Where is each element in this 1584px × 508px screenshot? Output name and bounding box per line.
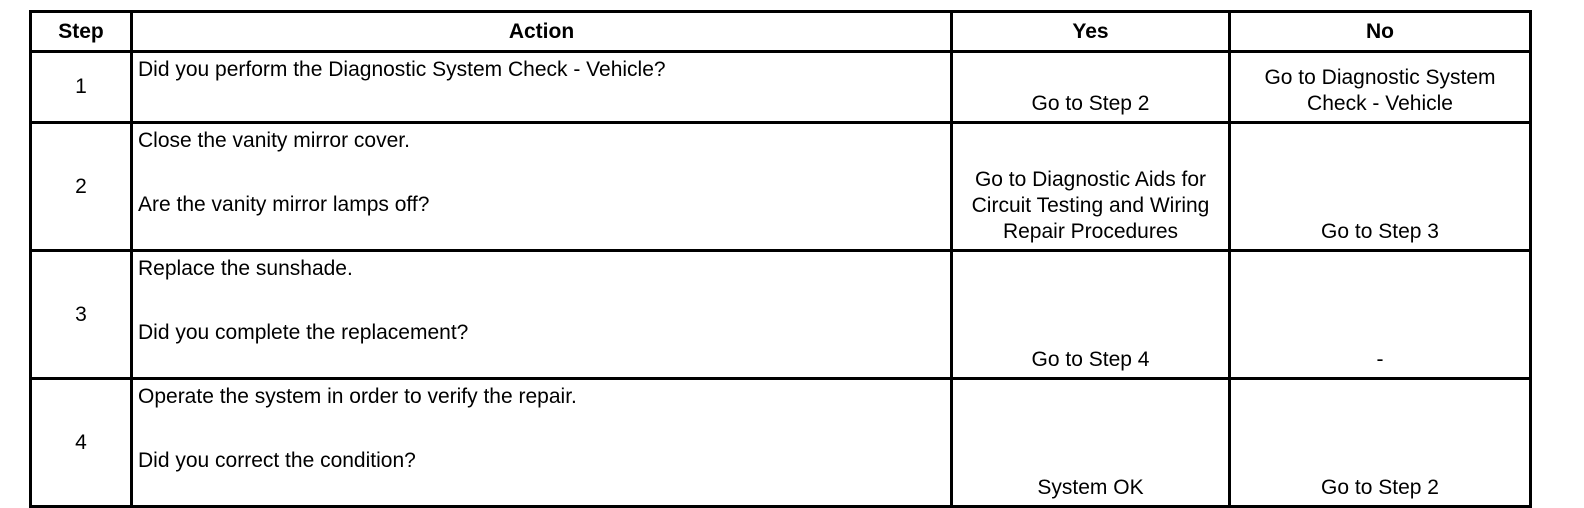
yes-result [952, 251, 1230, 379]
yes-result [952, 379, 1230, 507]
diagnostic-table [29, 10, 1532, 508]
table-row [31, 52, 1531, 123]
action-question: Did you correct the condition? [138, 449, 416, 472]
no-text: - [1376, 348, 1384, 371]
table-header-row [31, 12, 1531, 52]
step-number: 1 [31, 52, 132, 123]
no-result [1230, 251, 1531, 379]
step-number: 2 [31, 123, 132, 251]
diagnostic-table-container [29, 10, 1532, 508]
action-instruction: Close the vanity mirror cover. [138, 129, 410, 152]
yes-result [952, 123, 1230, 251]
table-row [31, 123, 1531, 251]
header-yes: Yes [952, 12, 1230, 52]
action-instruction: Operate the system in order to verify the repair. [138, 385, 577, 408]
action-question: Did you complete the replacement? [138, 321, 469, 344]
no-result [1230, 52, 1531, 123]
header-action: Action [132, 12, 952, 52]
action-cell [132, 251, 952, 379]
header-no: No [1230, 12, 1531, 52]
step-number: 3 [31, 251, 132, 379]
table-row [31, 251, 1531, 379]
no-result [1230, 123, 1531, 251]
action-text: Did you perform the Diagnostic System Check - Vehicle? [138, 58, 666, 81]
yes-text: Go to Step 4 [1031, 348, 1150, 371]
no-text: Go to Diagnostic System Check - Vehicle [1264, 66, 1496, 115]
yes-result [952, 52, 1230, 123]
yes-text: Go to Diagnostic Aids for Circuit Testing and Wiring Repair Procedures [971, 168, 1210, 243]
action-cell [132, 123, 952, 251]
action-cell [132, 52, 952, 123]
yes-text: System OK [1037, 476, 1144, 499]
step-number: 4 [31, 379, 132, 507]
no-text: Go to Step 2 [1321, 476, 1439, 499]
yes-text: Go to Step 2 [1031, 92, 1150, 115]
no-text: Go to Step 3 [1321, 220, 1439, 243]
header-step: Step [31, 12, 132, 52]
table-row [31, 379, 1531, 507]
no-result [1230, 379, 1531, 507]
action-instruction: Replace the sunshade. [138, 257, 353, 280]
action-cell [132, 379, 952, 507]
action-question: Are the vanity mirror lamps off? [138, 193, 430, 216]
